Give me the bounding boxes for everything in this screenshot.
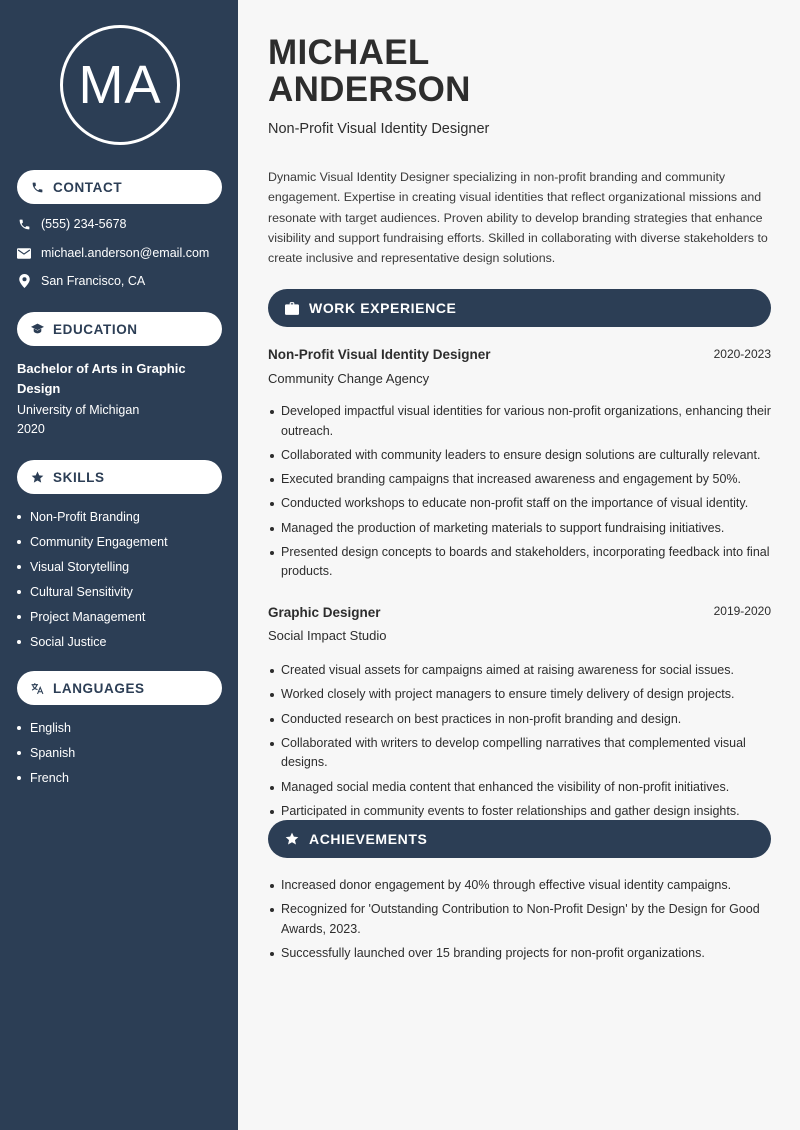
monogram-avatar: MA xyxy=(60,25,180,145)
job-dates: 2020-2023 xyxy=(713,347,771,361)
education-heading-pill xyxy=(17,312,222,346)
location-pin-icon xyxy=(17,274,31,288)
education-degree: Bachelor of Arts in Graphic Design xyxy=(17,361,186,396)
job-company: Social Impact Studio xyxy=(268,628,387,643)
job-bullet: Created visual assets for campaigns aimed at raising awareness for social issues. xyxy=(268,661,773,681)
contact-location-row xyxy=(17,274,145,288)
languages-list xyxy=(17,715,75,790)
summary-paragraph: Dynamic Visual Identity Designer specializing in non-profit branding and community engagement. Expertise in creating visual identities that reflect organizational missions and resonate with target audiences. Proven ability to develop branding strategies that enhance visibility and support fundraising efforts. Skilled in collaborating with diverse stakeholders to create inclusive and representative design solutions. xyxy=(268,170,768,266)
envelope-icon xyxy=(17,246,31,260)
skills-heading: SKILLS xyxy=(53,469,105,485)
skill-item: Community Engagement xyxy=(17,529,168,554)
skill-item: Cultural Sensitivity xyxy=(17,579,168,604)
job-bullet: Developed impactful visual identities for various non-profit organizations, enhancing their outreach. xyxy=(268,402,773,441)
languages-heading-pill xyxy=(17,671,222,705)
job-bullet: Worked closely with project managers to ensure timely delivery of design projects. xyxy=(268,685,773,705)
achievements-heading-bar xyxy=(268,820,771,858)
job-title: Non-Profit Visual Identity Designer xyxy=(268,347,491,362)
education-year: 2020 xyxy=(17,422,45,436)
translate-icon xyxy=(31,682,44,695)
languages-heading: LANGUAGES xyxy=(53,680,145,696)
language-item: French xyxy=(17,765,75,790)
language-item: English xyxy=(17,715,75,740)
sidebar xyxy=(0,0,238,1130)
briefcase-icon xyxy=(285,301,299,315)
star-icon xyxy=(285,832,299,846)
contact-location: San Francisco, CA xyxy=(41,274,146,288)
achievement-item: Successfully launched over 15 branding projects for non-profit organizations. xyxy=(268,944,773,964)
work-experience-heading-bar xyxy=(268,289,771,327)
job-bullet: Conducted research on best practices in non-profit branding and design. xyxy=(268,710,773,730)
contact-email-row xyxy=(17,246,209,260)
job-subtitle: Non-Profit Visual Identity Designer xyxy=(268,121,490,137)
job-company: Community Change Agency xyxy=(268,371,430,386)
phone-icon xyxy=(31,181,44,194)
contact-heading: CONTACT xyxy=(53,179,123,195)
job-bullet: Executed branding campaigns that increased awareness and engagement by 50%. xyxy=(268,470,773,490)
language-item: Spanish xyxy=(17,740,75,765)
job-bullet: Managed the production of marketing materials to support fundraising initiatives. xyxy=(268,519,773,539)
skill-item: Social Justice xyxy=(17,629,168,654)
education-school: University of Michigan xyxy=(17,403,140,417)
contact-phone[interactable]: (555) 234-5678 xyxy=(41,217,127,231)
achievements-list xyxy=(268,876,773,968)
job-bullet: Participated in community events to foster relationships and gather design insights. xyxy=(268,802,773,822)
job-dates: 2019-2020 xyxy=(713,604,771,618)
phone-icon xyxy=(17,217,31,231)
work-experience-heading: WORK EXPERIENCE xyxy=(309,300,457,316)
skill-item: Visual Storytelling xyxy=(17,554,168,579)
graduation-cap-icon xyxy=(31,323,44,336)
contact-phone-row xyxy=(17,217,126,231)
job-bullet: Presented design concepts to boards and stakeholders, incorporating feedback into final products. xyxy=(268,543,773,582)
star-icon xyxy=(31,471,44,484)
skills-list xyxy=(17,504,168,654)
name-first: MICHAEL xyxy=(268,33,430,72)
skill-item: Non-Profit Branding xyxy=(17,504,168,529)
candidate-name xyxy=(268,34,668,108)
contact-email[interactable]: michael.anderson@email.com xyxy=(41,246,210,260)
achievement-item: Increased donor engagement by 40% through effective visual identity campaigns. xyxy=(268,876,773,896)
job-bullet: Collaborated with community leaders to ensure design solutions are culturally relevant. xyxy=(268,446,773,466)
education-heading: EDUCATION xyxy=(53,321,138,337)
achievements-heading: ACHIEVEMENTS xyxy=(309,831,428,847)
skill-item: Project Management xyxy=(17,604,168,629)
job-bullet: Managed social media content that enhanced the visibility of non-profit initiatives. xyxy=(268,778,773,798)
achievement-item: Recognized for 'Outstanding Contribution to Non-Profit Design' by the Design for Good Awards, 2023. xyxy=(268,900,773,939)
name-last: ANDERSON xyxy=(268,70,471,109)
job-bullets xyxy=(268,661,773,826)
job-bullet: Collaborated with writers to develop compelling narratives that complemented visual designs. xyxy=(268,734,773,773)
skills-heading-pill xyxy=(17,460,222,494)
job-bullet: Conducted workshops to educate non-profit staff on the importance of visual identity. xyxy=(268,494,773,514)
job-title: Graphic Designer xyxy=(268,605,381,620)
contact-heading-pill xyxy=(17,170,222,204)
job-bullets xyxy=(268,402,773,587)
